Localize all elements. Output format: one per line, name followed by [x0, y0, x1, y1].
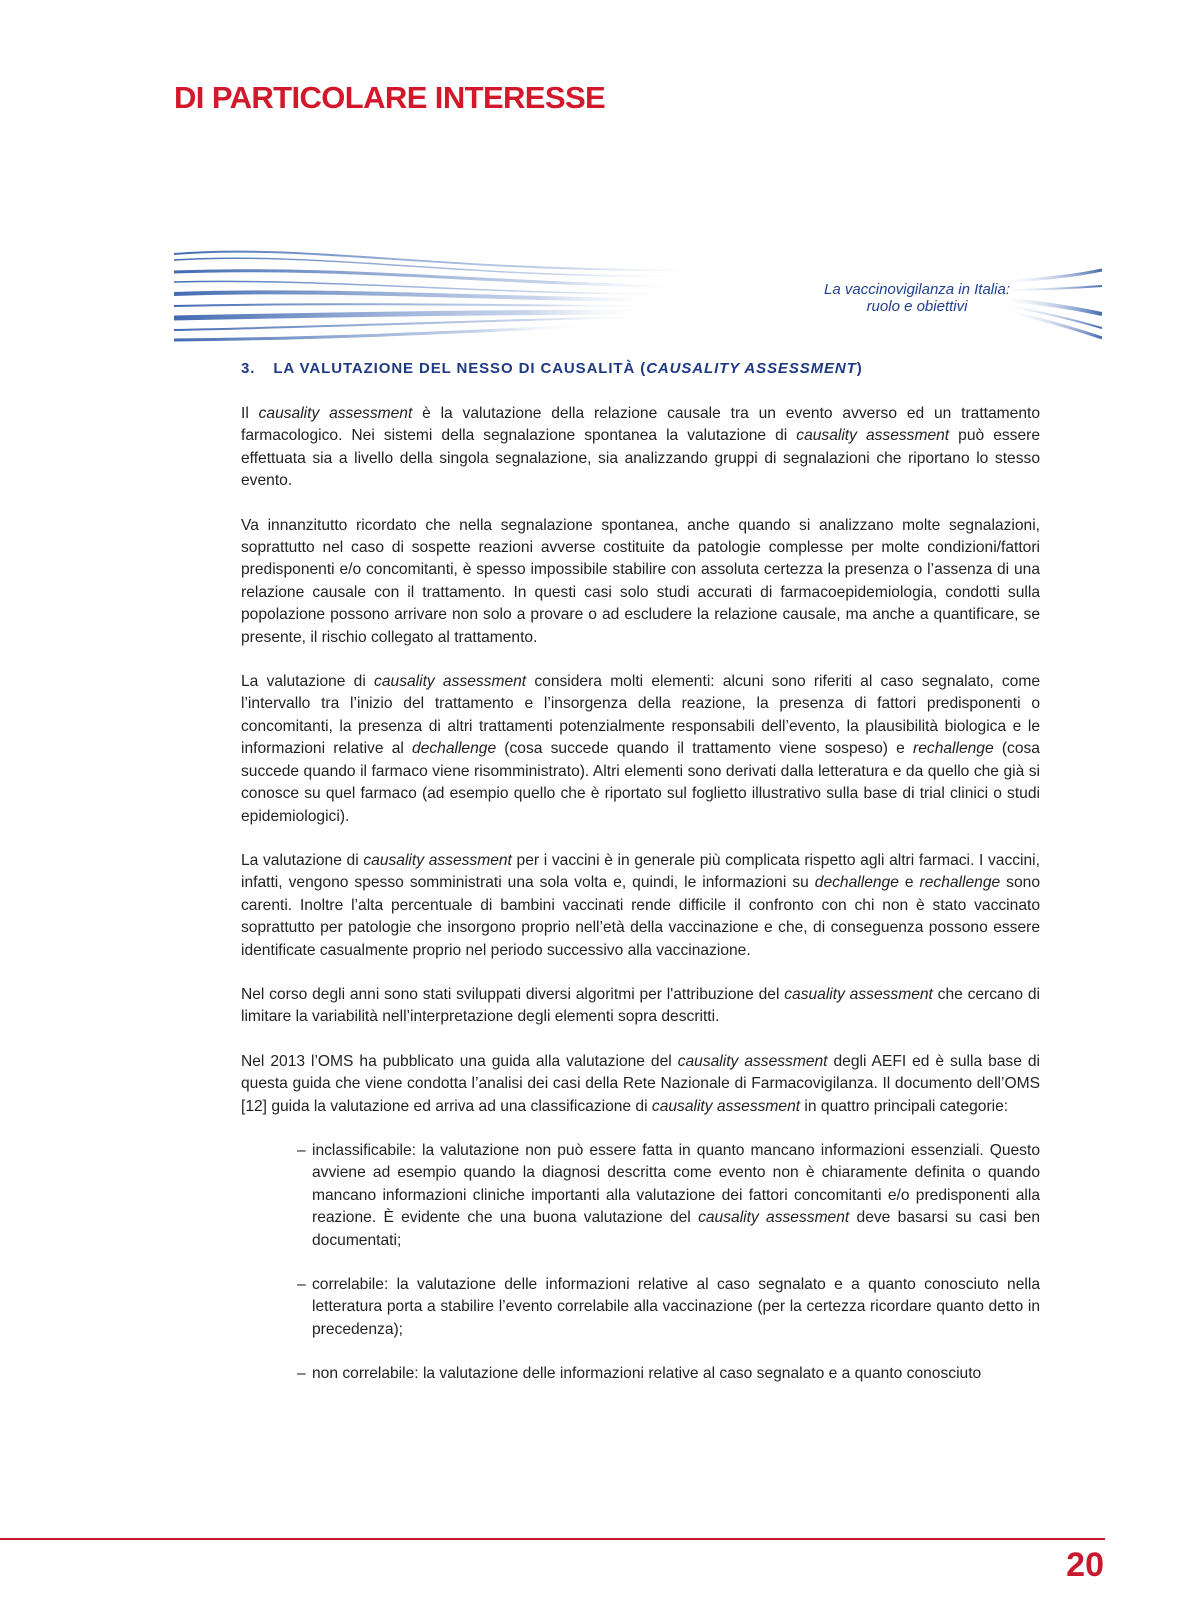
section-number: 3.: [241, 360, 256, 377]
section-heading-suffix: ): [856, 360, 863, 377]
section-heading-italic: CAUSALITY ASSESSMENT: [646, 360, 857, 377]
italic-term: dechallenge: [814, 874, 899, 892]
italic-term: causality assessment: [374, 673, 527, 691]
italic-term: causality assessment: [698, 1209, 850, 1227]
list-dash: –: [297, 1141, 306, 1159]
body-paragraph: Il causality assessment è la valutazione della relazione causale tra un evento avverso ed un trattamento farmacologico. Nei sistemi della segnalazione spontanea la valutazione di causality assessment può essere effettuata sia a livello della singola segnalazione, sia analizzando gruppi di segnalazioni che riportano lo stesso evento.: [241, 405, 1040, 490]
body-paragraph: Nel corso degli anni sono stati sviluppati diversi algoritmi per l'attribuzione del casuality assessment che cercano di limitare la variabilità nell’interpretazione degli elementi sopra descritti.: [241, 985, 1040, 1026]
banner-caption-line: ruolo e obiettivi: [866, 298, 968, 315]
body-paragraphs: [241, 403, 1040, 1118]
main-content: [241, 360, 1040, 1408]
italic-term: causality assessment: [796, 427, 950, 445]
list-dash: –: [297, 1276, 306, 1293]
section-title: DI PARTICOLARE INTERESSE: [174, 80, 606, 115]
italic-term: causality assessment: [677, 1052, 828, 1070]
italic-term: causality assessment: [651, 1097, 801, 1115]
category-list: [241, 1140, 1040, 1386]
italic-term: causality assessment: [258, 405, 413, 422]
body-paragraph: La valutazione di causality assessment per i vaccini è in generale più complicata rispetto agli altri farmaci. I vaccini, infatti, vengono spesso somministrati una sola volta e, quindi, le informazioni su dechallenge e rechallenge sono carenti. Inoltre l’alta percentuale di bambini vaccinati rende difficile il confronto con chi non è stato vaccinato soprattutto per patologie che insorgono proprio nell’età della vaccinazione e che, di conseguenza possono essere identificate casualmente proprio nel periodo successivo alla vaccinazione.: [241, 851, 1040, 959]
footer-rule: [0, 1538, 1105, 1540]
italic-term: casuality assessment: [784, 985, 933, 1003]
list-item: – non correlabile: la valutazione delle informazioni relative al caso segnalato e a quanto conosciuto: [297, 1363, 1040, 1385]
page-number: 20: [1066, 1546, 1104, 1584]
section-heading: [241, 360, 1040, 377]
list-dash: –: [297, 1365, 306, 1383]
body-paragraph: Nel 2013 l’OMS ha pubblicato una guida alla valutazione del causality assessment degli AEFI ed è sulla base di questa guida che viene condotta l’analisi dei casi della Rete Nazionale di Farmacovigilanza. Il documento dell’OMS [12] guida la valutazione ed arriva ad una classificazione di causality assessment in quattro principali categorie:: [241, 1052, 1040, 1115]
list-item: – correlabile: la valutazione delle informazioni relative al caso segnalato e a quanto conosciuto nella letteratura porta a stabilire l’evento correlabile alla vaccinazione (per la certezza ricordare quanto detto in precedenza);: [297, 1276, 1040, 1338]
banner-caption: [824, 281, 1010, 315]
section-heading-text: LA VALUTAZIONE DEL NESSO DI CAUSALITÀ (: [273, 360, 647, 377]
italic-term: causality assessment: [363, 851, 512, 869]
italic-term: rechallenge: [913, 740, 994, 758]
italic-term: rechallenge: [919, 874, 1001, 892]
banner-caption-line: La vaccinovigilanza in Italia:: [824, 281, 1010, 298]
italic-term: dechallenge: [412, 740, 497, 758]
list-item: – inclassificabile: la valutazione non può essere fatta in quanto mancano informazioni essenziali. Questo avviene ad esempio quando la diagnosi descritta come evento non è chiaramente definita o quando mancano informazioni cliniche importanti alla valutazione dei fattori concomitanti e/o predisponenti alla reazione. È evidente che una buona valutazione del causality assessment deve basarsi su casi ben documentati;: [297, 1141, 1041, 1249]
body-paragraph: Va innanzitutto ricordato che nella segnalazione spontanea, anche quando si analizzano molte segnalazioni, soprattutto nel caso di sospette reazioni avverse costituite da patologie complesse per molte condizioni/fattori predisponenti e/o concomitanti, è spesso impossibile stabilire con assoluta certezza la presenza o l’assenza di una relazione causale con il trattamento. In questi casi solo studi accurati di farmacoepidemiologia, condotti sulla popolazione possono arrivare non solo a provare o ad escludere la relazione causale, ma anche a quantificare, se presente, il rischio collegato al trattamento.: [241, 516, 1040, 646]
body-paragraph: La valutazione di causality assessment considera molti elementi: alcuni sono riferiti al caso segnalato, come l’intervallo tra l’inizio del trattamento e l’insorgenza della reazione, la presenza di fattori predisponenti o concomitanti, la presenza di altri trattamenti potenzialmente responsabili dell’evento, la plausibilità biologica e le informazioni relative al dechallenge (cosa succede quando il trattamento viene sospeso) e rechallenge (cosa succede quando il farmaco viene risomministrato). Altri elementi sono derivati dalla letteratura e da quello che già si conosce su quel farmaco (ad esempio quello che è riportato sul foglietto illustrativo sulla base di trial clinici o studi epidemiologici).: [241, 673, 1041, 825]
